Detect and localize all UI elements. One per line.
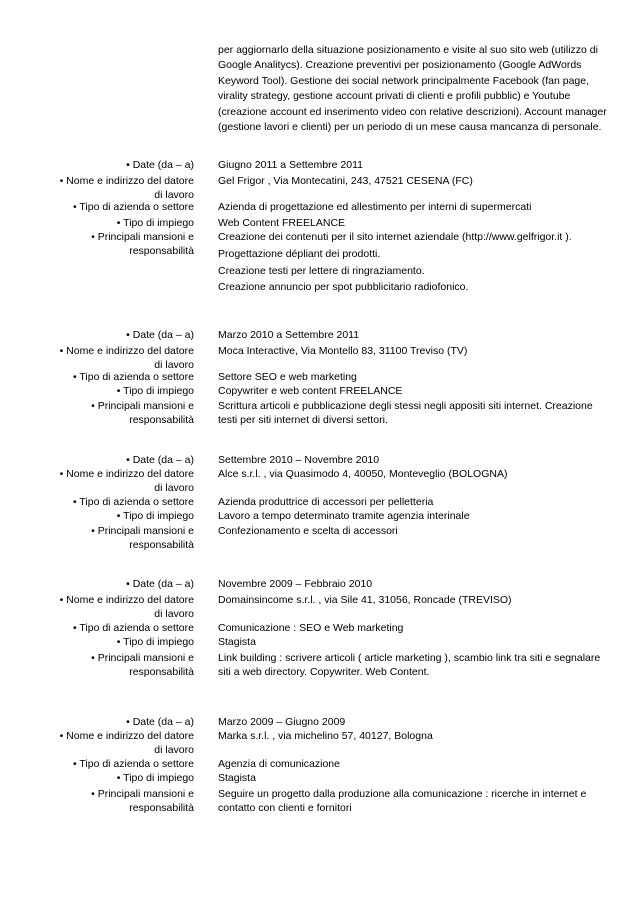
employer-label: • Nome e indirizzo del datore di lavoro <box>59 175 194 201</box>
date-value: Settembre 2010 – Novembre 2010 <box>218 454 380 466</box>
date-label: • Date (da – a) <box>126 159 194 171</box>
duties-line: Seguire un progetto dalla produzione alla comunicazione : ricerche in internet e contatto con clienti e fornitori <box>218 788 587 814</box>
sector-value: Agenzia di comunicazione <box>218 758 340 770</box>
sector-value: Settore SEO e web marketing <box>218 371 357 383</box>
job-type-value: Web Content FREELANCE <box>218 217 346 229</box>
sector-value: Azienda di progettazione ed allestimento per interni di supermercati <box>218 201 532 213</box>
job-type-label: • Tipo di impiego <box>116 772 194 784</box>
duties-label: • Principali mansioni e responsabilità <box>91 788 194 814</box>
duties-label: • Principali mansioni e responsabilità <box>91 400 194 426</box>
sector-label: • Tipo di azienda o settore <box>72 622 194 634</box>
date-value: Marzo 2010 a Settembre 2011 <box>218 329 360 341</box>
sector-label: • Tipo di azienda o settore <box>72 758 194 770</box>
duties-line: Creazione testi per lettere di ringraziamento. <box>218 265 425 277</box>
date-value: Giugno 2011 a Settembre 2011 <box>218 159 363 171</box>
duties-line: Creazione dei contenuti per il sito internet aziendale (http://www.gelfrigor.it ). <box>218 231 572 243</box>
date-value: Marzo 2009 – Giugno 2009 <box>218 716 346 728</box>
duties-line: Link building : scrivere articoli ( article marketing ), scambio link tra siti e segnalare siti a web directory. Copywriter. Web Content. <box>218 652 601 678</box>
date-label: • Date (da – a) <box>126 454 194 466</box>
job-type-value: Lavoro a tempo determinato tramite agenzia interinale <box>218 510 470 522</box>
employer-value: Marka s.r.l. , via michelino 57, 40127, Bologna <box>218 730 433 742</box>
job-type-value: Copywriter e web content FREELANCE <box>218 385 403 397</box>
duties-line: Confezionamento e scelta di accessori <box>218 525 398 537</box>
duties-line: Creazione annuncio per spot pubblicitario radiofonico. <box>218 281 469 293</box>
job-type-label: • Tipo di impiego <box>116 510 194 522</box>
employer-value: Gel Frigor , Via Montecatini, 243, 47521 CESENA (FC) <box>218 175 473 187</box>
employer-label: • Nome e indirizzo del datore di lavoro <box>59 730 194 756</box>
date-value: Novembre 2009 – Febbraio 2010 <box>218 578 373 590</box>
sector-label: • Tipo di azienda o settore <box>72 201 194 213</box>
intro-paragraph: per aggiornarlo della situazione posizionamento e visite al suo sito web (utilizzo di Google Analitycs). Creazione preventivi per posizionamento (Google AdWords Keyword Tool). Gestione dei social network principalmente Facebook (fan page, virality strategy, gestione account privati di clienti e profili pubblic) e Youtube (creazione account ed inserimento video con relative descrizioni). Account manager (gestione lavori e clienti) per un periodo di un mese causa mancanza di personale. <box>218 44 607 134</box>
job-type-label: • Tipo di impiego <box>116 385 194 397</box>
job-type-label: • Tipo di impiego <box>116 217 194 229</box>
date-label: • Date (da – a) <box>126 716 194 728</box>
employer-label: • Nome e indirizzo del datore di lavoro <box>59 468 194 494</box>
duties-label: • Principali mansioni e responsabilità <box>91 525 194 551</box>
date-label: • Date (da – a) <box>126 578 194 590</box>
employer-value: Domainsincome s.r.l. , via Sile 41, 31056, Roncade (TREVISO) <box>218 594 512 606</box>
employer-value: Alce s.r.l. , via Quasimodo 4, 40050, Monteveglio (BOLOGNA) <box>218 468 508 480</box>
duties-line: Scrittura articoli e pubblicazione degli stessi negli appositi siti internet. Creazione testi per siti internet di diversi settori. <box>218 400 593 426</box>
employer-label: • Nome e indirizzo del datore di lavoro <box>59 594 194 620</box>
duties-label: • Principali mansioni e responsabilità <box>91 231 194 257</box>
duties-label: • Principali mansioni e responsabilità <box>91 652 194 678</box>
job-type-value: Stagista <box>218 772 256 784</box>
duties-line: Progettazione dépliant dei prodotti. <box>218 248 381 260</box>
job-type-label: • Tipo di impiego <box>116 636 194 648</box>
date-label: • Date (da – a) <box>126 329 194 341</box>
employer-value: Moca Interactive, Via Montello 83, 31100 Treviso (TV) <box>218 345 468 357</box>
job-type-value: Stagista <box>218 636 256 648</box>
sector-label: • Tipo di azienda o settore <box>72 371 194 383</box>
sector-value: Comunicazione : SEO e Web marketing <box>218 622 404 634</box>
employer-label: • Nome e indirizzo del datore di lavoro <box>59 345 194 371</box>
sector-label: • Tipo di azienda o settore <box>72 496 194 508</box>
sector-value: Azienda produttrice di accessori per pelletteria <box>218 496 434 508</box>
